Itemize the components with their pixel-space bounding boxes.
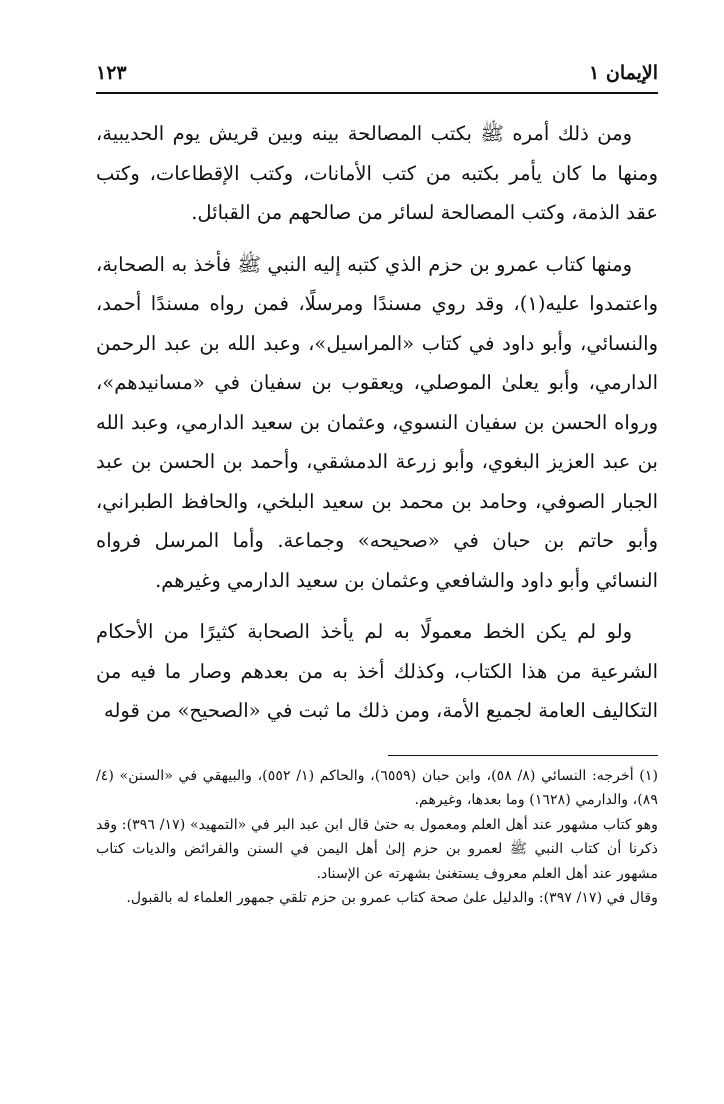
header-rule	[96, 92, 658, 94]
main-text	[96, 114, 658, 731]
running-title: الإيمان ١	[589, 62, 658, 84]
paragraph-2: ومنها كتاب عمرو بن حزم الذي كتبه إليه النبي ﷺ فأخذ به الصحابة، واعتمدوا عليه(١)، وقد روي مسندًا ومرسلًا، فمن رواه مسندًا أحمد، والنسائي، وأبو داود في كتاب «المراسيل»، وعبد الله بن عبد الرحمن الدارمي، وأبو يعلىٰ الموصلي، ويعقوب بن سفيان في «مسانيدهم»، ورواه الحسن بن سفيان النسوي، وعثمان بن سعيد الدارمي، وعبد الله بن عبد العزيز البغوي، وأبو زرعة الدمشقي، وأحمد بن الحسن بن عبد الجبار الصوفي، وحامد بن محمد بن سعيد البلخي، والحافظ الطبراني، وأبو حاتم بن حبان في «صحيحه» وجماعة. وأما المرسل فرواه النسائي وأبو داود والشافعي وعثمان بن سعيد الدارمي وغيرهم.	[96, 252, 659, 592]
footnote-1-continuation-2: وقال في (١٧/ ٣٩٧): والدليل علىٰ صحة كتاب عمرو بن حزم تلقي جمهور العلماء له بالقبول.	[126, 890, 658, 906]
footnotes	[96, 764, 658, 911]
paragraph-1: ومن ذلك أمره ﷺ بكتب المصالحة بينه وبين قريش يوم الحديبية، ومنها ما كان يأمر بكتبه من كتب الأمانات، وكتب الإقطاعات، وكتب عقد الذمة، وكتب المصالحة لسائر من صالحهم من القبائل.	[96, 122, 658, 224]
paragraph-3: ولو لم يكن الخط معمولًا به لم يأخذ الصحابة كثيرًا من الأحكام الشرعية من هذا الكتاب، وكذلك أخذ به من بعدهم وصار ما فيه من التكاليف العامة لجميع الأمة، ومن ذلك ما ثبت في «الصحيح» من قوله	[96, 620, 658, 722]
footnote-1-continuation: وهو كتاب مشهور عند أهل العلم ومعمول به حتىٰ قال ابن عبد البر في «التمهيد» (١٧/ ٣٩٦): وقد ذكرنا أن كتاب النبي ﷺ لعمرو بن حزم إلىٰ أهل اليمن في السنن والفرائض والديات كتاب مشهور عند أهل العلم معروف يستغنىٰ بشهرته عن الإسناد.	[96, 816, 658, 882]
running-header	[96, 56, 658, 90]
book-page	[96, 56, 658, 911]
footnote-1: (١) أخرجه: النسائي (٨/ ٥٨)، وابن حبان (٦٥٥٩)، والحاكم (١/ ٥٥٢)، والبيهقي في «السنن» (٤/ ٨٩)، والدارمي (١٦٢٨) وما بعدها، وغيرهم.	[96, 767, 659, 808]
footnote-separator	[388, 755, 658, 756]
page-number: ١٢٣	[96, 62, 127, 84]
